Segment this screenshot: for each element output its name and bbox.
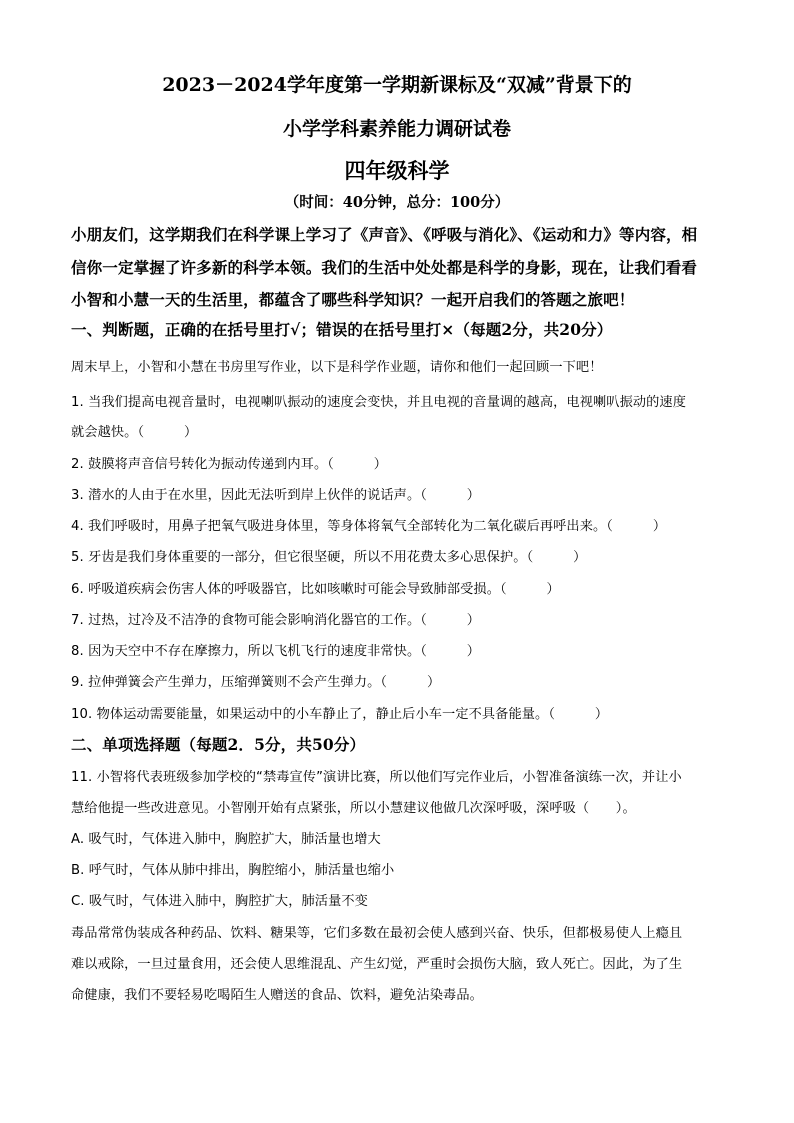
question-9: 9. 拉伸弹簧会产生弹力，压缩弹簧则不会产生弹力。（ ） [71, 675, 441, 690]
question-5: 5. 牙齿是我们身体重要的一部分，但它很坚硬，所以不用花费太多心思保护。（ ） [71, 550, 587, 565]
exam-title-line1: 2023－2024学年度第一学期新课标及“双减”背景下的 [162, 74, 632, 96]
section1-scenario: 周末早上，小智和小慧在书房里写作业，以下是科学作业题，请你和他们一起回顾一下吧！ [71, 360, 603, 375]
question-11-cont: 慧给他提一些改进意见。小智刚开始有点紧张，所以小慧建议他做几次深呼吸，深呼吸（ ）。 [71, 801, 636, 816]
question-10: 10. 物体运动需要能量，如果运动中的小车静止了，静止后小车一定不具备能量。（ ） [71, 707, 609, 722]
option-a: A. 吸气时，气体进入肺中，胸腔扩大，肺活量也增大 [71, 832, 381, 847]
passage-line: 命健康，我们不要轻易吃喝陌生人赠送的食品、饮料，避免沾染毒品。 [71, 988, 483, 1003]
passage-line: 难以戒除，一旦过量食用，还会使人思维混乱、产生幻觉，严重时会损伤大脑，致人死亡。因此，为了生 [71, 957, 683, 972]
passage-line: 毒品常常伪装成各种药品、饮料、糖果等，它们多数在最初会使人感到兴奋、快乐，但都极易使人上瘾且 [71, 926, 683, 941]
exam-title-line2: 小学学科素养能力调研试卷 [282, 118, 511, 140]
question-11: 11. 小智将代表班级参加学校的“禁毒宣传”演讲比赛，所以他们写完作业后，小智准备演练一次，并让小 [71, 770, 682, 785]
exam-time-info: （时间：40分钟，总分：100分） [284, 194, 510, 211]
exam-subject: 四年级科学 [344, 158, 450, 183]
section1-heading: 一、判断题，正确的在括号里打√；错误的在括号里打×（每题2分，共20分） [71, 320, 613, 339]
intro-line: 信你一定掌握了许多新的科学本领。我们的生活中处处都是科学的身影，现在，让我们看看 [71, 258, 698, 277]
question-2: 2. 鼓膜将声音信号转化为振动传递到内耳。（ ） [71, 457, 388, 472]
option-b: B. 呼气时，气体从肺中排出，胸腔缩小，肺活量也缩小 [71, 863, 395, 878]
question-6: 6. 呼吸道疾病会伤害人体的呼吸器官，比如咳嗽时可能会导致肺部受损。（ ） [71, 582, 560, 597]
question-1: 1. 当我们提高电视音量时，电视喇叭振动的速度会变快，并且电视的音量调的越高，电视喇叭振动的速度 [71, 395, 687, 410]
question-7: 7. 过热，过冷及不洁净的食物可能会影响消化器官的工作。（ ） [71, 613, 481, 628]
intro-line: 小智和小慧一天的生活里，都蕴含了哪些科学知识？一起开启我们的答题之旅吧！ [71, 290, 635, 309]
section2-heading: 二、单项选择题（每题2．5分，共50分） [71, 735, 366, 754]
question-3: 3. 潜水的人由于在水里，因此无法听到岸上伙伴的说话声。（ ） [71, 488, 481, 503]
intro-line: 小朋友们，这学期我们在科学课上学习了《声音》、《呼吸与消化》、《运动和力》等内容，相 [71, 225, 698, 244]
question-1-cont: 就会越快。（ ） [71, 425, 198, 440]
option-c: C. 吸气时，气体进入肺中，胸腔扩大，肺活量不变 [71, 894, 368, 909]
question-8: 8. 因为天空中不存在摩擦力，所以飞机飞行的速度非常快。（ ） [71, 644, 481, 659]
question-4: 4. 我们呼吸时，用鼻子把氧气吸进身体里，等身体将氧气全部转化为二氧化碳后再呼出来。（ ） [71, 519, 667, 534]
